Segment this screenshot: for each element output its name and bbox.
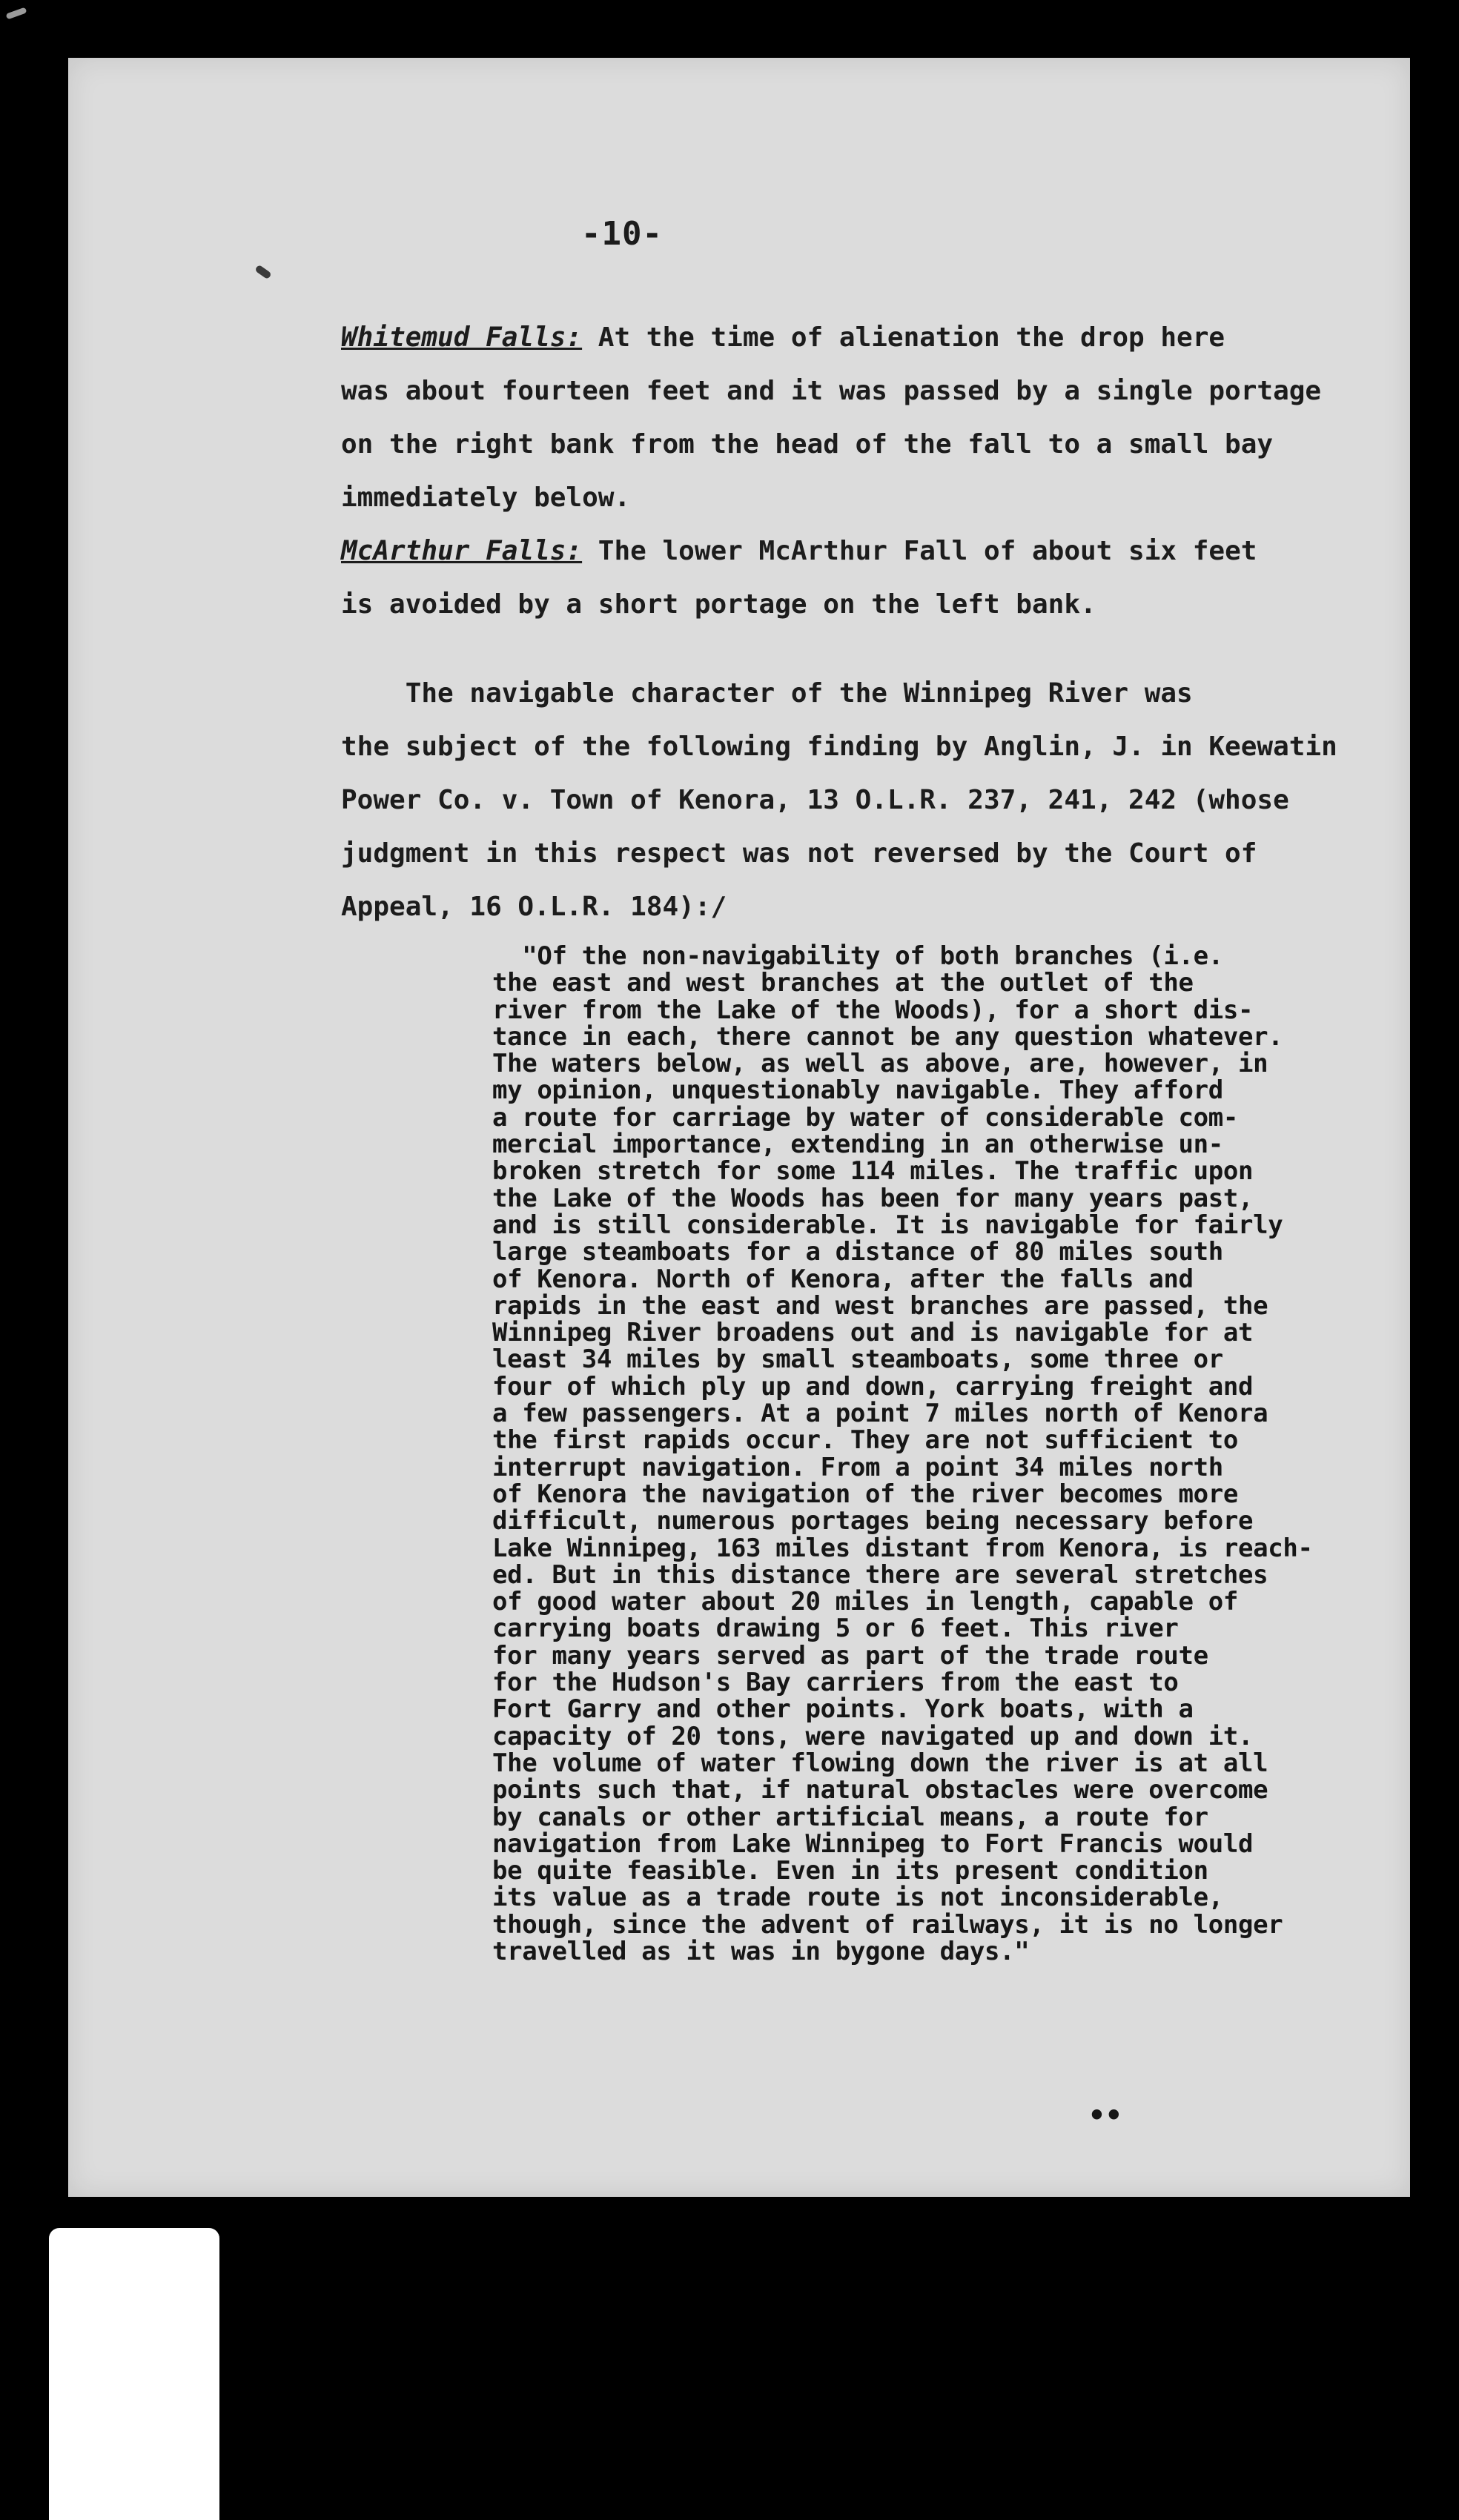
mcarthur-falls-first-line: The lower McArthur Fall of about six feet [582, 536, 1257, 566]
page-number: -10- [581, 215, 663, 253]
mcarthur-falls-paragraph [341, 525, 1364, 631]
ink-speck [254, 265, 272, 280]
whitemud-falls-first-line: At the time of alienation the drop here [582, 322, 1225, 353]
mcarthur-falls-body: is avoided by a short portage on the left bank. [341, 589, 1096, 620]
court-finding-quotation: "Of the non-navigability of both branches (i.e. the east and west branches at the outlet of the river from the Lake of the Woods), for a short dis- tance in each, there cannot be any question whatever. The waters below, as well as above, are, however, in my opinion, unquestionably navigable. They afford a route for carriage by water of considerable com- mercial importance, extending in an otherwise un- broken stretch for some 114 miles. The traffic upon the Lake of the Woods has been for many years past, and is still considerable. It is navigable for fairly large steamboats for a distance of 80 miles south of Kenora. North of Kenora, after the falls and rapids in the east and west branches are passed, the Winnipeg River broadens out and is navigable for at least 34 miles by small steamboats, some three or four of which ply up and down, carrying freight and a few passengers. At a point 7 miles north of Kenora the first rapids occur. They are not sufficient to interrupt navigation. From a point 34 miles north of Kenora the navigation of the river becomes more difficult, numerous portages being necessary before Lake Winnipeg, 163 miles distant from Kenora, is reach- ed. But in this distance there are several stretches of good water about 20 miles in length, capable of carrying boats drawing 5 or 6 feet. This river for many years served as part of the trade route for the Hudson's Bay carriers from the east to Fort Garry and other points. York boats, with a capacity of 20 tons, were navigated up and down it. The volume of water flowing down the river is at all points such that, if natural obstacles were overcome by canals or other artificial means, a route for navigation from Lake Winnipeg to Fort Francis would be quite feasible. Even in its present condition its value as a trade route is not inconsiderable, though, since the advent of railways, it is no longer travelled as it was in bygone days." [492, 941, 1313, 1966]
mcarthur-falls-heading: McArthur Falls: [341, 536, 583, 566]
whitemud-falls-heading: Whitemud Falls: [341, 322, 583, 353]
film-scratch-mark [5, 7, 27, 19]
navigability-intro-paragraph: The navigable character of the Winnipeg River was the subject of the following finding by Anglin, J. in Keewatin Power Co. v. Town of Kenora, 13 O.L.R. 237, 241, 242 (whose judgment in this respect was not reversed by the Court of Appeal, 16 O.L.R. 184):/ [341, 678, 1337, 922]
film-label-tab [49, 2228, 219, 2520]
whitemud-falls-paragraph [341, 311, 1364, 525]
continuation-mark: •• [1088, 2099, 1122, 2132]
whitemud-falls-body: was about fourteen feet and it was passed by a single portage on the right bank from the head of the fall to a small bay immediately below. [341, 376, 1322, 513]
